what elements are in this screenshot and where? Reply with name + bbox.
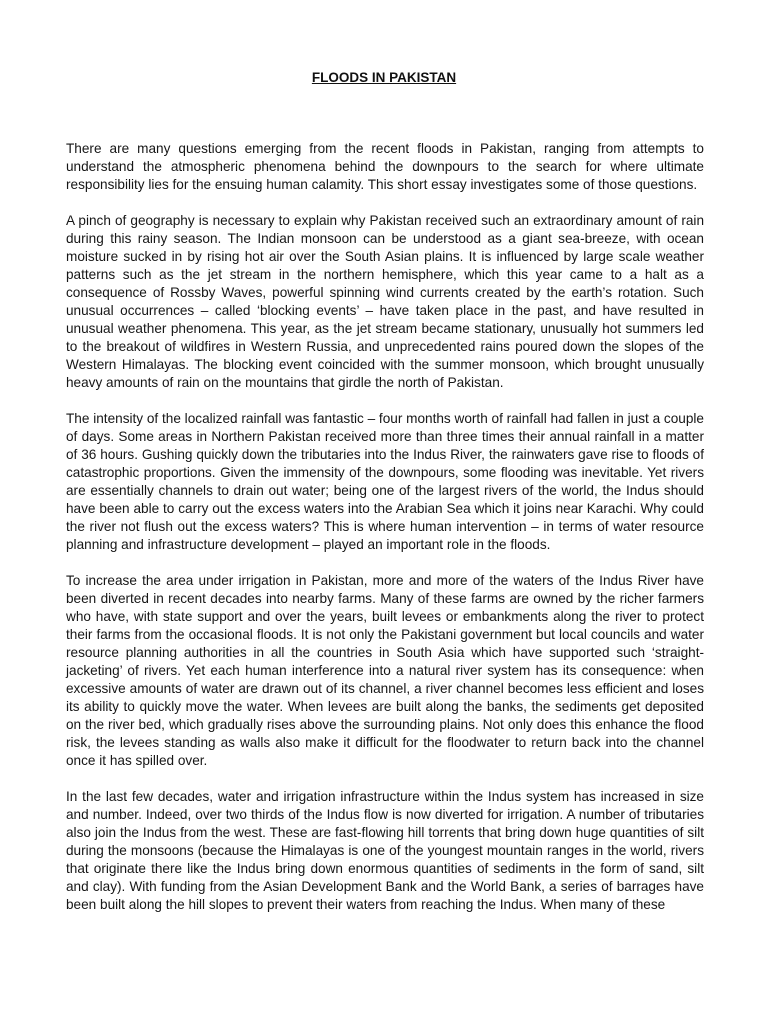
document-title: FLOODS IN PAKISTAN [311, 70, 457, 85]
paragraph-infrastructure: In the last few decades, water and irrigation infrastructure within the Indus system has increased in size and number. Indeed, over two thirds of the Indus flow is now diverted for irrigation. A number of tributaries also join the Indus from the west. These are fast-flowing hill torrents that bring down huge quantities of silt during the monsoons (because the Himalayas is one of the youngest mountain ranges in the world, rivers that originate there like the Indus bring down enormous quantities of sediments in the form of sand, silt and clay). With funding from the Asian Development Bank and the World Bank, a series of barrages have been built along the hill slopes to prevent their waters from reaching the Indus. When many of these [66, 789, 704, 912]
paragraph-intro: There are many questions emerging from the recent floods in Pakistan, ranging from attempts to understand the atmospheric phenomena behind the downpours to the search for where ultimate responsibility lies for the ensuing human calamity. This short essay investigates some of those questions. [66, 141, 704, 192]
paragraph-rainfall-intensity: The intensity of the localized rainfall was fantastic – four months worth of rainfall had fallen in just a couple of days. Some areas in Northern Pakistan received more than three times their annual rainfall in a matter of 36 hours. Gushing quickly down the tributaries into the Indus River, the rainwaters gave rise to floods of catastrophic proportions. Given the immensity of the downpours, some flooding was inevitable. Yet rivers are essentially channels to drain out water; being one of the largest rivers of the world, the Indus should have been able to carry out the excess waters into the Arabian Sea which it joins near Karachi. Why could the river not flush out the excess waters? This is where human intervention – in terms of water resource planning and infrastructure development – played an important role in the floods. [66, 411, 704, 552]
paragraph-irrigation: To increase the area under irrigation in Pakistan, more and more of the waters of the Indus River have been diverted in recent decades into nearby farms. Many of these farms are owned by the richer farmers who have, with state support and over the years, built levees or embankments along the river to protect their farms from the occasional floods. It is not only the Pakistani government but local councils and water resource planning authorities in all the countries in South Asia which have supported such ‘straight-jacketing’ of rivers. Yet each human interference into a natural river system has its consequence: when excessive amounts of water are drawn out of its channel, a river channel becomes less efficient and loses its ability to quickly move the water. When levees are built along the banks, the sediments get deposited on the river bed, which gradually rises above the surrounding plains. Not only does this enhance the flood risk, the levees standing as walls also make it difficult for the floodwater to return back into the channel once it has spilled over. [66, 573, 704, 768]
document-body [66, 140, 704, 932]
paragraph-geography: A pinch of geography is necessary to explain why Pakistan received such an extraordinary amount of rain during this rainy season. The Indian monsoon can be understood as a giant sea-breeze, with ocean moisture sucked in by rising hot air over the South Asian plains. It is influenced by large scale weather patterns such as the jet stream in the northern hemisphere, which this year came to a halt as a consequence of Rossby Waves, powerful spinning wind currents created by the earth’s rotation. Such unusual occurrences – called ‘blocking events’ – have taken place in the past, and have resulted in unusual weather phenomena. This year, as the jet stream became stationary, unusually hot summers led to the breakout of wildfires in Western Russia, and unprecedented rains poured down the slopes of the Western Himalayas. The blocking event coincided with the summer monsoon, which brought unusually heavy amounts of rain on the mountains that girdle the north of Pakistan. [66, 213, 704, 390]
